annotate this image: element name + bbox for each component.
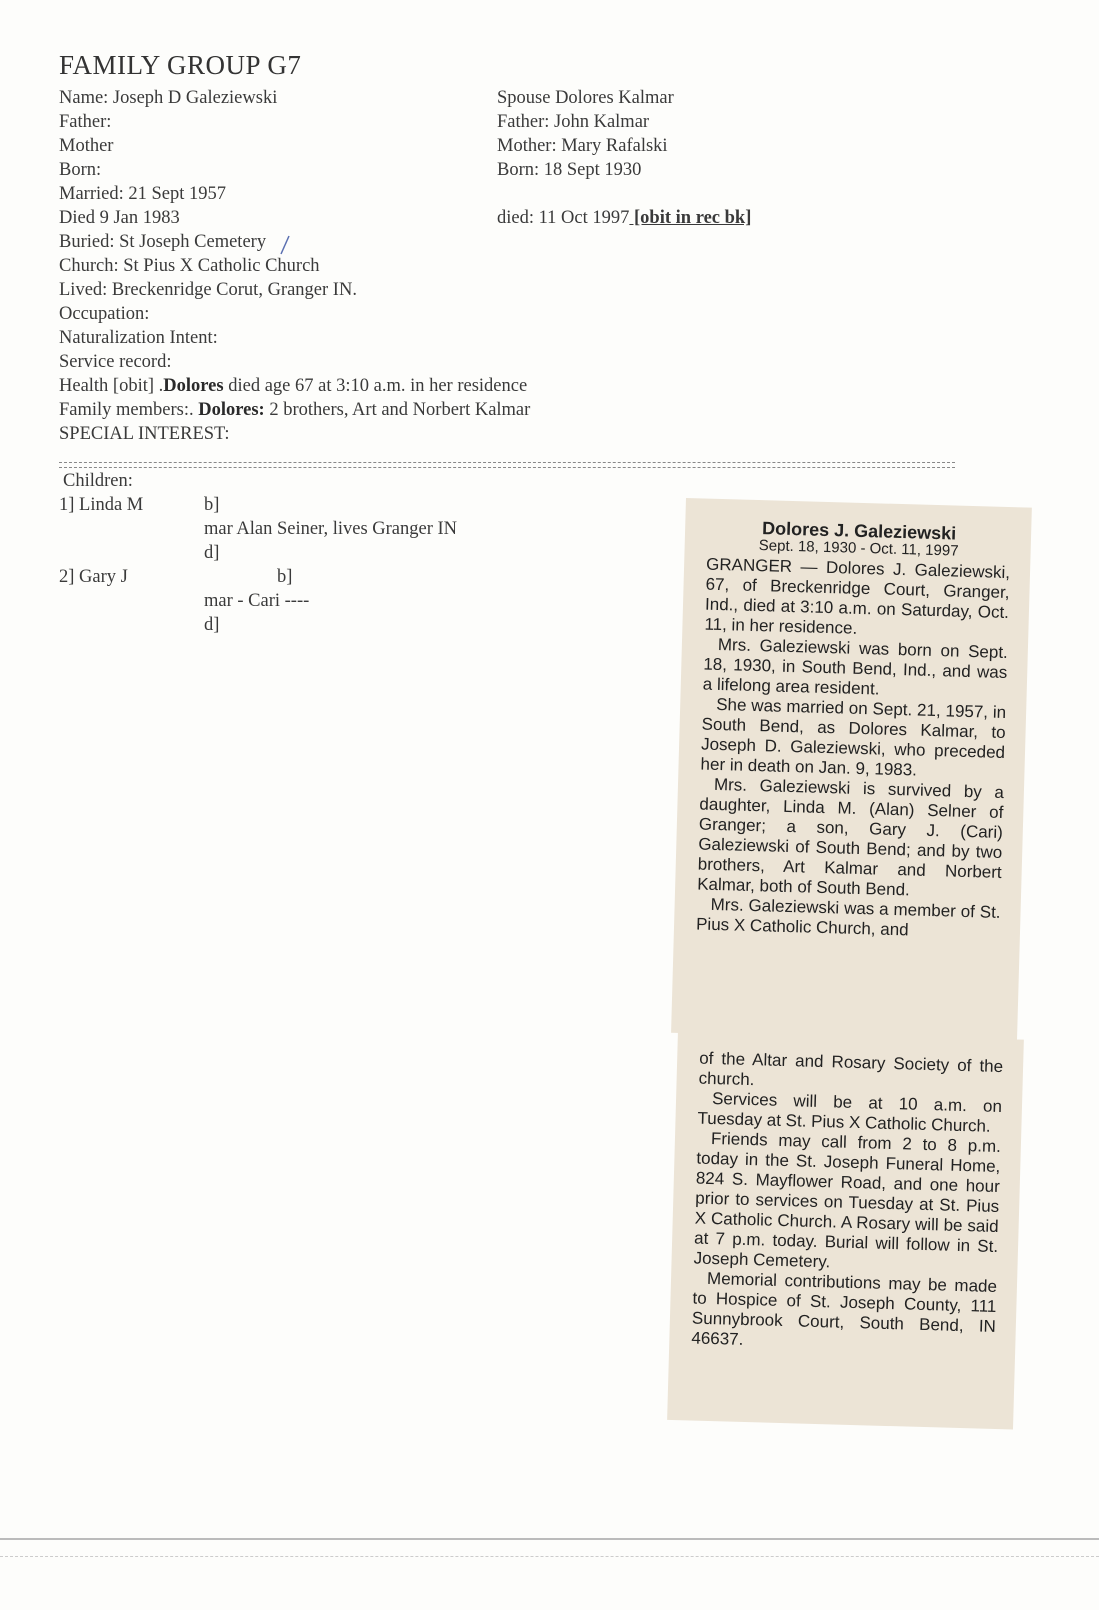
obituary-clipping-top <box>671 498 1032 1042</box>
obituary-paragraph: GRANGER — Dolores J. Galeziewski, 67, of Breckenridge Court, Granger, Ind., died at 3:10 a.m. on Saturday, Oct. 11, in her residence. <box>704 554 1011 638</box>
family-members-field <box>59 398 530 422</box>
special-interest-field: SPECIAL INTEREST: <box>59 424 230 444</box>
obituary-paragraph: Friends may call from 2 to 8 p.m. today in the St. Joseph Funeral Home, 824 S. Mayflower Road, and one hour prior to services on Tuesday at St. Pius X Catholic Church. A Rosary will be said at 7 p.m. today. Burial will follow in St. Joseph Cemetery. <box>693 1128 1002 1272</box>
family-name: Dolores: <box>198 400 265 420</box>
name-field: Name: Joseph D Galeziewski <box>59 88 278 108</box>
family-label: Family members:. <box>59 400 199 420</box>
health-label: Health [obit] . <box>59 376 164 396</box>
children-label: Children: <box>63 471 133 491</box>
health-field <box>59 374 527 398</box>
family-text: 2 brothers, Art and Norbert Kalmar <box>264 400 531 420</box>
service-record-field: Service record: <box>59 352 172 372</box>
section-divider <box>59 462 955 468</box>
scan-edge-dashed <box>0 1556 1099 1558</box>
child-1-died: d] <box>204 543 220 563</box>
obituary-headline: Dolores J. Galeziewski <box>761 518 957 544</box>
spouse-born-field: Born: 18 Sept 1930 <box>497 160 642 180</box>
obituary-paragraph: Services will be at 10 a.m. on Tuesday at St. Pius X Catholic Church. <box>697 1088 1003 1136</box>
spouse-field: Spouse Dolores Kalmar <box>497 88 674 108</box>
child-2-born: b] <box>277 567 293 587</box>
child-1-born: b] <box>204 495 220 515</box>
child-1-married: mar Alan Seiner, lives Granger IN <box>204 519 458 539</box>
buried-field: Buried: St Joseph Cemetery <box>59 232 267 252</box>
father-field: Father: <box>59 112 112 132</box>
occupation-field: Occupation: <box>59 304 150 324</box>
born-field: Born: <box>59 160 102 180</box>
mother-field: Mother <box>59 136 114 156</box>
obituary-dates: Sept. 18, 1930 - Oct. 11, 1997 <box>758 537 959 560</box>
obituary-paragraph: of the Altar and Rosary Society of the church. <box>698 1048 1004 1090</box>
pen-mark-icon <box>277 234 291 256</box>
child-1-name: 1] Linda M <box>59 495 144 515</box>
child-2-married: mar - Cari ---- <box>204 591 310 611</box>
scan-edge <box>0 1538 1099 1544</box>
page-title: FAMILY GROUP G7 <box>59 50 302 80</box>
lived-field: Lived: Breckenridge Corut, Granger IN. <box>59 280 357 300</box>
child-2-died: d] <box>204 615 220 635</box>
obituary-paragraph: She was married on Sept. 21, 1957, in South Bend, as Dolores Kalmar, to Joseph D. Galeziewski, who preceded her in death on Jan. 9, 1983. <box>700 694 1007 780</box>
obituary-paragraph: Memorial contributions may be made to Hospice of St. Joseph County, 111 Sunnybrook Court, South Bend, IN 46637. <box>691 1268 998 1349</box>
obituary-paragraph: Mrs. Galeziewski is survived by a daughter, Linda M. (Alan) Selner of Granger; a son, Gary J. (Cari) Galeziewski of South Bend; and by two brothers, Art Kalmar and Norbert Kalmar, both of South Bend. <box>696 774 1005 900</box>
died-field: Died 9 Jan 1983 <box>59 208 180 228</box>
obituary-paragraph: Mrs. Galeziewski was born on Sept. 18, 1930, in South Bend, Ind., and was a lifelong area resident. <box>702 634 1009 699</box>
naturalization-field: Naturalization Intent: <box>59 328 218 348</box>
child-2-name: 2] Gary J <box>59 567 128 587</box>
spouse-died-text: died: 11 Oct 1997 <box>497 208 630 228</box>
obituary-clipping-bottom <box>667 1030 1024 1430</box>
health-name: Dolores <box>163 376 224 396</box>
spouse-mother-field: Mother: Mary Rafalski <box>497 136 668 156</box>
church-field: Church: St Pius X Catholic Church <box>59 256 320 276</box>
obituary-paragraph: Mrs. Galeziewski was a member of St. Pius X Catholic Church, and <box>695 894 1001 940</box>
married-field: Married: 21 Sept 1957 <box>59 184 226 204</box>
health-text: died age 67 at 3:10 a.m. in her residence <box>223 376 528 396</box>
obit-reference: [obit in rec bk] <box>629 208 752 228</box>
spouse-died-field <box>497 206 751 230</box>
spouse-father-field: Father: John Kalmar <box>497 112 650 132</box>
